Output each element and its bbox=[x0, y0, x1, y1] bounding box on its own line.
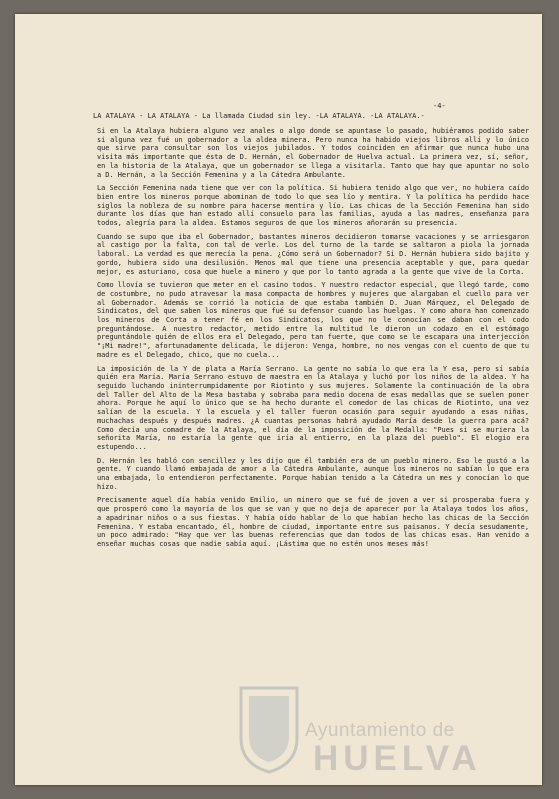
watermark-line2: HUELVA bbox=[313, 739, 482, 778]
paragraph: D. Hernán les habló con sencillez y les dijo que él también era de un pueblo minero. Eso le gustó a la gente. Y cuando llamó embajada de amor a la Cátedra Ambulante, aunque los mineros no sabían lo que era una embajada, lo entendieron perfectamente. Porque habían tenido a la Cátedra un mes y conocían lo que hizo. bbox=[97, 456, 529, 491]
document-page bbox=[15, 14, 542, 785]
paragraph: La imposición de la Y de plata a María Serrano. La gente no sabía lo que era la Y esa, pero sí sabía quién era María. María Serrano estuvo de maestra en la Atalaya y luchó por los niños de la aldea. Y ha seguido luchando ininterrumpidamente por Riotinto y sus mujeres. Solamente la continuación de la obra del Taller del Alto de la Mesa bastaba y sobraba para medio docena de esas medallas que se suelen poner ahora. Porque he aquí lo único que se ha hecho durante el comedor de las chicas de Riotinto, una vez salían de la escuela. Y la escuela y el taller fueron ocasión para seguir ayudando a esas niñas, muchachas después y después madres. ¿A cuantas personas habrá ayudado María desde la guerra para acá? Como decía una comadre de la Atalaya, el día de la imposición de la Medalla: "Pues si se muriera la señorita María, no estaría la gente que iría al entierro, en la plaza del pueblo". El elogio era estupendo... bbox=[97, 364, 529, 451]
paragraph: Cuando se supo que iba el Gobernador, bastantes mineros decidieron tomarse vacaciones y se arriesgaron al castigo por la falta, con tal de verle. Los del turno de la tarde se saltaron a piola la jornada laboral. La verdad es que merecía la pena. ¿Cómo será un Gobernador? Si D. Hernán hubiera sido bajito y gordo, hubiera sido una desilusión. Menos mal que tiene una presencia aceptable y que, para quedar mejor, es asturiano, cosa que huele a minero y que por lo tanto agrada a la gente que vive de la Corta. bbox=[97, 232, 529, 276]
archive-watermark bbox=[305, 720, 542, 776]
city-seal-icon bbox=[237, 682, 301, 774]
paragraph: Como llovía se tuvieron que meter en el casino todos. Y nuestro redactor especial, que llegó tarde, como de costumbre, no pudo atravesar la masa compacta de hombres y mujeres que alargaban el cuello para ver al Gobernador. Además se corrió la noticia de que estaba también D. Juan Márquez, el Delegado de Sindicatos, del que saben los mineros que fué su defensor cuando las huelgas. Y como ahora han comenzado los mineros de Corta a tener fé en los Sindicatos, los que no le conocían se daban con el codo preguntándose. A nuestro redactor, metido entre la multitud le dieron un codazo en el estómago preguntándole quién de ellos era el Delegado, pero tan fuerte, que como se le escapara una interjección "¡Mi madre!", afortunadamente delicada, le dijeron: Venga, hombre, no nos vengas con el cuento de que tu madre es el Delegado, chico, que no cuela... bbox=[97, 281, 529, 359]
watermark-line1: Ayuntamiento de bbox=[305, 720, 455, 741]
paragraph: Precisamente aquel día había venido Emilio, un minero que se fué de joven a ver si prosperaba fuera y que prosperó como la mayoría de los que se van y que no deja de aparecer por la Atalaya todos los años, a apadrinar niños o a sus fiestas. Y había oído hablar de lo que habían hecho las chicas de la Sección Femenina. Y estaba encantado, él, hombre de ciudad, importante entre sus paisanos. Y decía sesudamente, un poco admirado: "Hay que ver las buenas referencias que dan todos de las chicas esas. Han venido a enseñar muchas cosas que nadie sabía aquí. ¡Lástima que no estén unos meses más! bbox=[97, 496, 529, 548]
paragraph: Si en la Atalaya hubiera alguno vez anales o algo donde se apuntase lo pasado, hubiéramos podido saber si alguna vez fué un gobernador a la aldea minera. Pero nunca ha habido viejos libros allí y lo único que sirve para consultar son los viejos jubilados. Y todos coinciden en afirmar que nunca hubo una visita más importante que ésta de D. Hernán, el Gobernador de Huelva actual. La primera vez, sí, señor, en la historia de la Atalaya, que un gobernador se llega a visitarla. Tanto que hay que apuntar no solo a D. Hernán, a la Sección Femenina y a la Cátedra Ambulante. bbox=[97, 127, 529, 179]
section-heading: LA ATALAYA - LA ATALAYA - La llamada Ciudad sin ley. -LA ATALAYA. -LA ATALAYA.- bbox=[93, 112, 425, 120]
paragraph: La Sección Femenina nada tiene que ver con la política. Si hubiera tenido algo que ver, no hubiera caído bien entre los mineros porque abominan de todo lo que sea lío y mentira. Y la política ha perdido hace siglos la nobleza de su nombre para hacerse mentira y lío. Las chicas de la Sección Femenina han sido durante los días que han estado allí consuelo para las familias, ayuda a las madres, enseñanza para todos, alegría para la aldea. Estamos seguros de que los mineros añorarán su presencia. bbox=[97, 184, 529, 228]
page-number: -4- bbox=[433, 102, 446, 110]
article-body bbox=[97, 127, 529, 554]
